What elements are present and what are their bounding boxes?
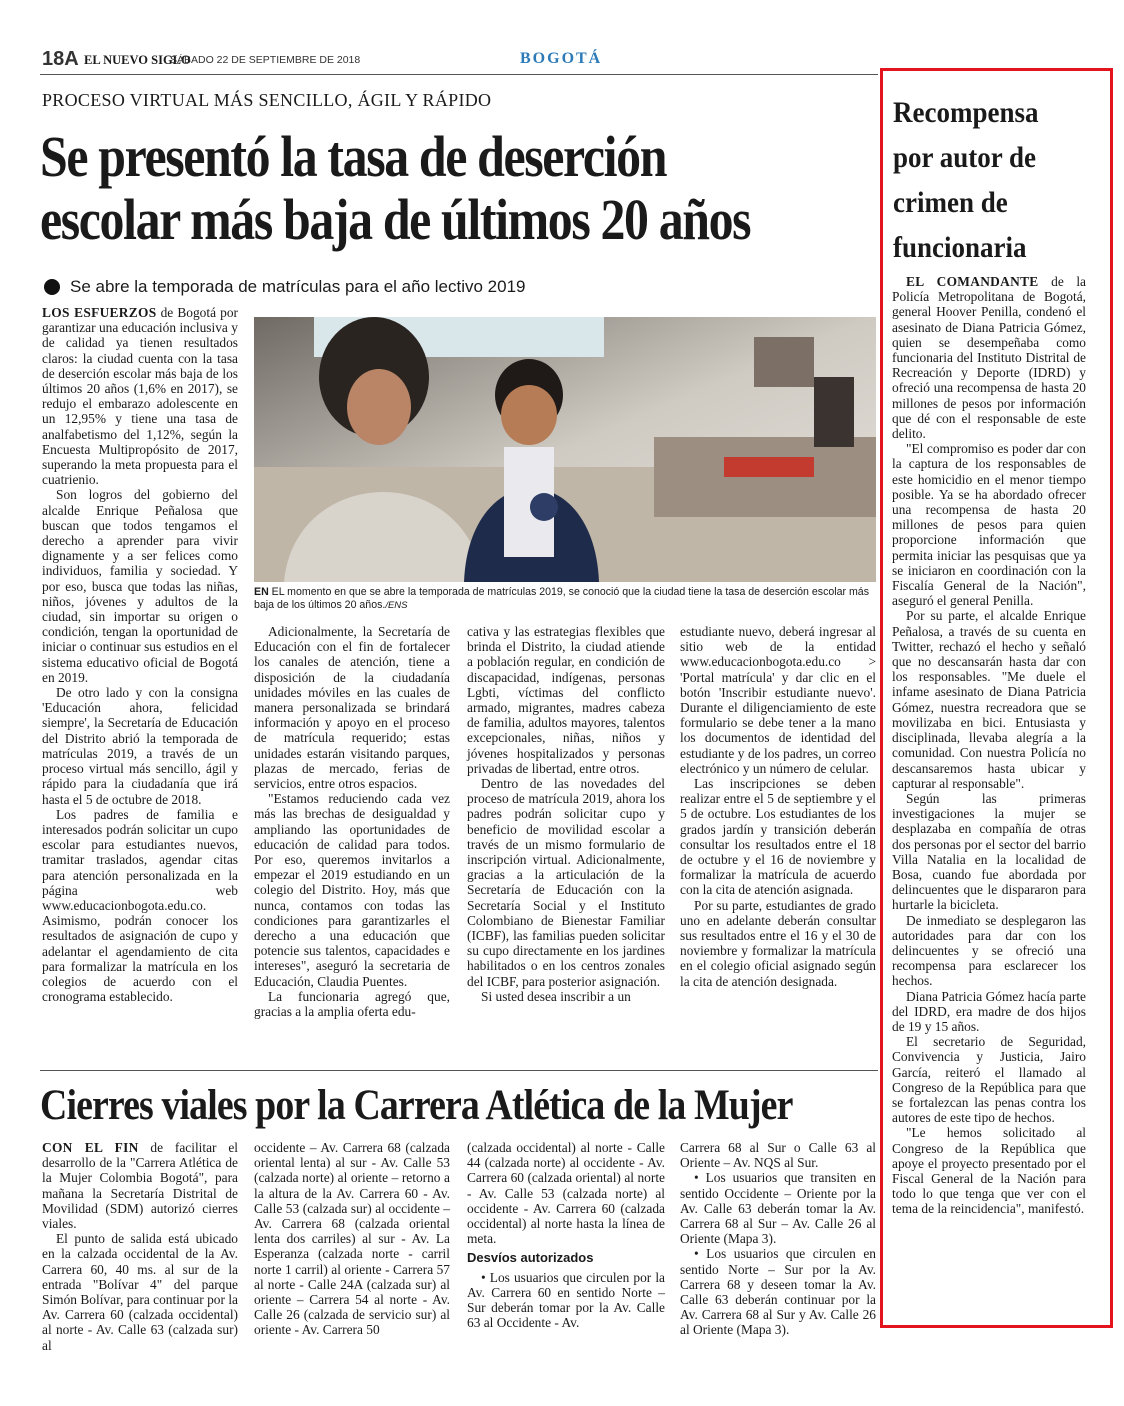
paragraph: "Estamos reduciendo cada vez más las brechas de desigualdad y ampliando las oportunidades de educación de calidad para todos. Por eso, queremos invitarlos a empezar el 2019 estudiando en un colegio del Distrito. Hoy, más que nunca, contamos con todas las condiciones para garantizarles el derecho a una educación que potencie sus talentos, capacidades e intereses", aseguró la secretaria de Educación, Claudia Puentes.	[254, 791, 450, 989]
paragraph: Por su parte, estudiantes de grado uno en adelante deberán consultar sus resultados entre el 16 y el 30 de noviembre y formalizar la matrícula en el colegio oficial asignado según la cita de atención designada.	[680, 897, 876, 989]
paragraph: Dentro de las novedades del proceso de matrícula 2019, ahora los padres podrán solicitar cupo y beneficio de movilidad escolar a través de un mismo formulario de inscripción virtual. Adicionalmente, gracias a la articulación de la Secretaría de Educación con la Secretaría Social y el Instituto Colombiano de Bienestar Familiar (ICBF), las familias pueden solicitar su cupo directamente en los jardines habilitados o en los centros zonales del ICBF, para posterior asignación.	[467, 776, 665, 989]
subhead-text: Se abre la temporada de matrículas para el año lectivo 2019	[70, 277, 526, 296]
paragraph: De inmediato se desplegaron las autoridades para dar con los delincuentes y se ofreció una recompensa para esclarecer los hechos.	[892, 912, 1086, 989]
caption-text: EL momento en que se abre la temporada de matrículas 2019, se conoció que la ciudad tiene la tasa de deserción escolar más baja de los últimos 20 años.	[254, 586, 869, 611]
paragraph: de facilitar el desarrollo de la "Carrera Atlética de la Mujer Colombia Bogotá", para mañana la Secretaría Distrital de Movilidad (SDM) autorizó cierres viales.	[42, 1140, 238, 1232]
section-rule	[40, 1070, 878, 1071]
article-column-4	[680, 624, 876, 989]
section-name: BOGOTÁ	[520, 50, 603, 67]
sidebar-headline: Recompensa por autor de crimen de funcionaria	[893, 96, 1039, 264]
issue-date: SÁBADO 22 DE SEPTIEMBRE DE 2018	[170, 54, 361, 66]
paragraph: El punto de salida está ubicado en la calzada occidental de la Av. Carrera 60, 40 ms. al sur de la entrada "Bolívar 4" del parque Simón Bolívar, para continuar por la Av. Carrera 60 (calzada occidental) al norte - Av. Calle 63 (calzada sur) al	[42, 1231, 238, 1353]
article-column-1	[42, 305, 238, 1004]
lead-in: EL COMANDANTE	[906, 274, 1039, 289]
paragraph: De otro lado y con la consigna 'Educación ahora, felicidad siempre', la Secretaría de Educación del Distrito abrió la temporada de matrículas 2019, a través de un proceso virtual más sencillo, ágil y rápido para la ciudadanía que irá hasta el 5 de octubre de 2018.	[42, 685, 238, 807]
second-column-1	[42, 1140, 238, 1353]
headline-line-2: escolar más baja de últimos 20 años	[40, 187, 751, 252]
article-headline	[40, 125, 762, 251]
caption-lead: EN	[254, 586, 269, 598]
second-column-4	[680, 1140, 876, 1338]
paragraph: • Los usuarios que circulen por la Av. Carrera 60 en sentido Norte – Sur deberán tomar por la Av. Calle 63 al Occidente - Av.	[467, 1269, 665, 1331]
paragraph: • Los usuarios que transiten en sentido Occidente – Oriente por la Av. Calle 63 deberán tomar la Av. Carrera 68 al Sur – Av. Calle 26 al Oriente (Mapa 3).	[680, 1170, 876, 1247]
sidebar-body	[892, 274, 1086, 1217]
second-column-3	[467, 1140, 665, 1330]
paragraph: Según las primeras investigaciones la mujer se desplazaba en compañía de otras dos personas por el sector del barrio Villa Natalia en la localidad de Bosa, cuando fue abordada por delincuentes que le dispararon para hurtarle la bicicleta.	[892, 790, 1086, 913]
bullet-icon	[44, 279, 60, 295]
page-number: 18A	[42, 48, 79, 70]
paragraph: Los padres de familia e interesados podrán solicitar un cupo escolar para estudiantes nuevos, tramitar traslados, agendar citas para atención personalizada en la página web www.educacionbogota.edu.co. Asimismo, podrán conocer los resultados de asignación de cupo y adelantar el agendamiento de cita para formalizar la matrícula en los colegios de acuerdo con el cronograma establecido.	[42, 806, 238, 1005]
paragraph: "El compromiso es poder dar con la captura de los responsables de este homicidio en el menor tiempo posible. Ya se ha abordado ofrecer una recompensa de hasta 20 millones de pesos para quien proporcione información que permita iniciar las pesquisas que ya se iniciaron en coordinación con la Fiscalía General de la Nación", aseguró el general Penilla.	[892, 441, 1086, 609]
paragraph: El secretario de Seguridad, Convivencia y Justicia, Jairo García, reiteró el llamado al Congreso de la República para que se fortalezcan las penas contra los autores de este tipo de hechos.	[892, 1034, 1086, 1126]
article-subhead	[44, 277, 526, 297]
second-headline: Cierres viales por la Carrera Atlética de la Mujer	[40, 1082, 793, 1129]
article-column-3	[467, 624, 665, 1004]
paragraph: (calzada occidental) al norte - Calle 44 (calzada norte) al occidente - Av. Carrera 60 (calzada oriental) al norte - Av. Calle 53 (calzada norte) al occidente - Av. Carrera 60 (calzada occidental) al norte hasta la línea de meta.	[467, 1140, 665, 1247]
article-kicker: PROCESO VIRTUAL MÁS SENCILLO, ÁGIL Y RÁPIDO	[42, 90, 492, 110]
lead-in: CON EL FIN	[42, 1140, 139, 1155]
paragraph: "Le hemos solicitado al Congreso de la República que apoye el proyecto presentado por el Fiscal General de la Nación para todo lo que tenga que ver con el tema de la reincidencia", manifestó.	[892, 1125, 1086, 1217]
paragraph: estudiante nuevo, deberá ingresar al sitio web de la entidad www.educacionbogota.edu.co > 'Portal matrícula' y dar clic en el botón 'Inscribir estudiante nuevo'. Durante el diligenciamiento de este formulario se debe tener a la mano los documentos de identidad del estudiante y de los padres, un correo electrónico y un número de celular.	[680, 624, 876, 776]
headline-line-1: Se presentó la tasa de deserción	[40, 124, 667, 189]
newspaper-name: EL NUEVO SIGLO	[84, 53, 191, 67]
classroom-photo	[254, 317, 876, 582]
paragraph: de la Policía Metropolitana de Bogotá, general Hoover Penilla, condenó el asesinato de Diana Patricia Gómez, quien se desempeñaba como funcionaria del Instituto Distrital de Recreación y Deporte (IDRD) y ofreció una recompensa de hasta 20 millones de pesos por información que dé con el responsable de este delito.	[892, 274, 1087, 442]
photo-credit: /ENS	[385, 600, 408, 611]
photo-caption	[254, 586, 876, 612]
paragraph: Por su parte, el alcalde Enrique Peñalosa, a través de su cuenta en Twitter, rechazó el hecho y señaló que no descansarán hasta dar con los responsables. "Me duele el infame asesinato de Diana Patricia Gómez, nuestra recreadora que se movilizaba en bici. Entusiasta y disciplinada, llevaba alegría a la comunidad. Con nuestra Policía no descansaremos hasta ubicar y capturar al responsable".	[892, 608, 1086, 791]
article-column-2	[254, 624, 450, 1019]
paragraph: Carrera 68 al Sur o Calle 63 al Oriente – Av. NQS al Sur.	[680, 1140, 876, 1171]
paragraph: Diana Patricia Gómez hacía parte del IDRD, era madre de dos hijos de 19 y 15 años.	[892, 988, 1086, 1034]
paragraph: Son logros del gobierno del alcalde Enrique Peñalosa que buscan que todos tengamos el derecho a aprender para vivir dignamente y a ser felices como individuos, familia y sociedad. Y por eso, busca que todas las niñas, niños, jóvenes y adultos de la ciudad, sin importar su origen o condición, tengan la oportunidad de iniciar o continuar sus estudios en el sistema educativo oficial de Bogotá en 2019.	[42, 487, 238, 685]
paragraph: • Los usuarios que circulen en sentido Norte – Sur por la Av. Carrera 68 y deseen tomar la Av. Calle 63 deberán continuar por la Av. Carrera 68 al Sur y Av. Calle 26 al Oriente (Mapa 3).	[680, 1246, 876, 1338]
lead-in: LOS ESFUERZOS	[42, 305, 157, 320]
paragraph: occidente – Av. Carrera 68 (calzada oriental lenta) al sur - Av. Calle 53 (calzada norte) al oriente – retorno a la altura de la Av. Carrera 60 - Av. Calle 53 (calzada sur) al occidente – Av. Carrera 68 (calzada oriental lenta dos carriles) al sur - Av. La Esperanza (calzada norte - carril norte 1 carril) al oriente - Carrera 57 al norte - Calle 24A (calzada sur) al oriente – Carrera 54 al norte - Av. Calle 26 (calzada de servicio sur) al oriente - Av. Carrera 50	[254, 1140, 450, 1338]
article-photo	[254, 317, 876, 582]
paragraph: cativa y las estrategias flexibles que brinda el Distrito, la ciudad atiende a población regular, en condición de discapacidad, indígenas, personas Lgbti, víctimas del conflicto armado, migrantes, madres cabeza de familia, adultos mayores, talentos excepcionales, niñas, niños y jóvenes hospitalizados y personas privadas de libertad, entre otros.	[467, 624, 665, 776]
paragraph: de Bogotá por garantizar una educación inclusiva y de calidad ya tienen resultados claros: la ciudad cuenta con la tasa de deserción escolar más baja de los últimos 20 años (1,6% en 2017), se redujo el embarazo adolescente en un 12,95% y tiene una tasa de analfabetismo del 1,12%, según la Encuesta Multipropósito de 2017, superando la meta propuesta para el cuatrienio.	[42, 305, 238, 488]
subsection-heading: Desvíos autorizados	[467, 1250, 594, 1266]
paragraph: Las inscripciones se deben realizar entre el 5 de septiembre y el 5 de octubre. Los estudiantes de los grados jardín y transición deberán consultar los resultados entre el 18 de octubre y el 16 de noviembre y formalizar la matrícula de acuerdo con la cita de atención asignada.	[680, 776, 876, 898]
paragraph: La funcionaria agregó que, gracias a la amplia oferta edu-	[254, 988, 450, 1020]
paragraph: Si usted desea inscribir a un	[481, 988, 631, 1004]
top-rule	[40, 74, 878, 75]
second-column-2	[254, 1140, 450, 1338]
paragraph: Adicionalmente, la Secretaría de Educación con el fin de fortalecer los canales de atención, tiene a disposición de la ciudadanía unidades móviles en las cuales de manera personalizada se brindará información y apoyo en el proceso de matrícula requerido; estas unidades estarán visitando parques, plazas de mercado, ferias de servicios, entre otros espacios.	[254, 624, 450, 792]
